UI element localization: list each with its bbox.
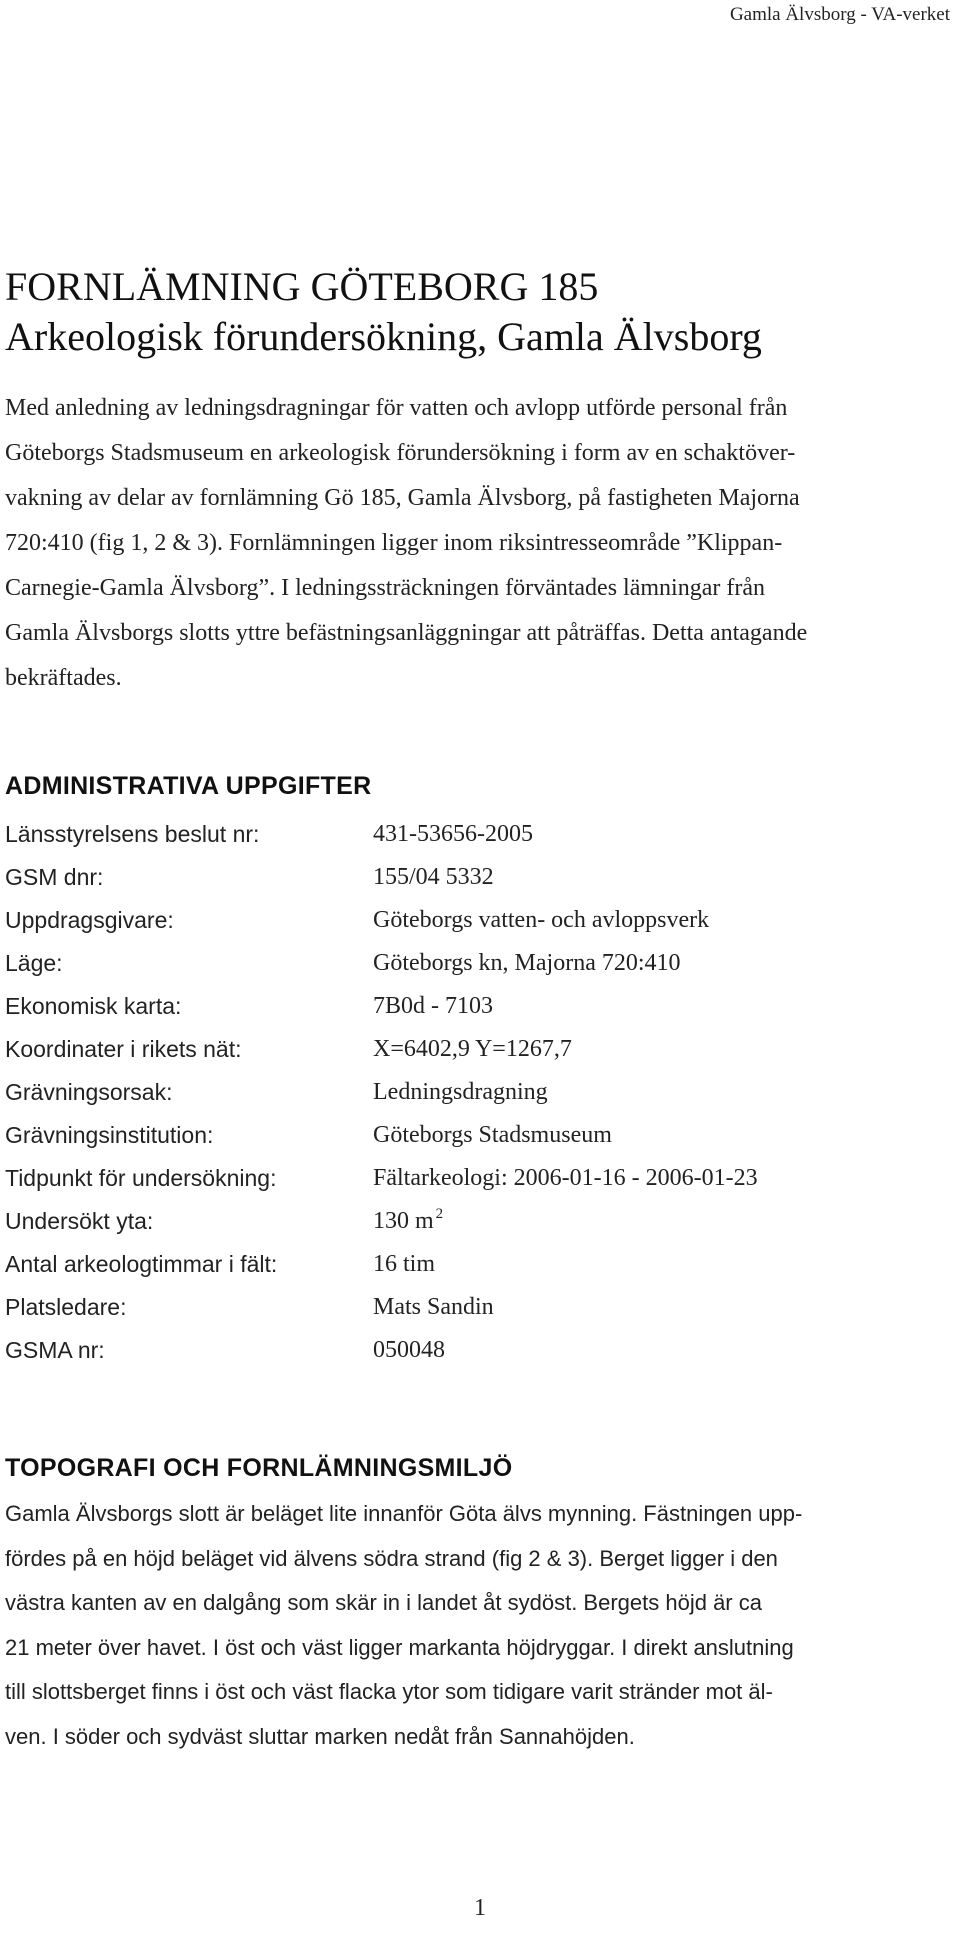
- intro-paragraph: [5, 386, 950, 701]
- fact-label: Koordinater i rikets nät:: [5, 1036, 242, 1062]
- fact-row: [5, 1071, 950, 1114]
- fact-row: [5, 1114, 950, 1157]
- fact-value: Göteborgs Stadsmuseum: [373, 1122, 612, 1148]
- fact-value: Ledningsdragning: [373, 1079, 548, 1105]
- intro-line: bekräftades.: [5, 665, 122, 691]
- fact-value: 16 tim: [373, 1251, 436, 1277]
- intro-line: vakning av delar av fornlämning Gö 185, Gamla Älvsborg, på fastigheten Majorna: [5, 485, 800, 511]
- fact-value: Göteborgs vatten- och avloppsverk: [373, 907, 710, 933]
- fact-value: 155/04 5332: [373, 864, 494, 890]
- intro-line: 720:410 (fig 1, 2 & 3). Fornlämningen ligger inom riksintresseområde ”Klippan-: [5, 530, 783, 556]
- intro-line: Gamla Älvsborgs slotts yttre befästningsanläggningar att påträffas. Detta antagande: [5, 620, 808, 646]
- topography-line: västra kanten av en dalgång som skär in i landet åt sydöst. Bergets höjd är ca: [5, 1590, 762, 1615]
- topography-line: fördes på en höjd beläget vid älvens södra strand (fig 2 & 3). Berget ligger i den: [5, 1545, 778, 1571]
- fact-value: 7B0d - 7103: [373, 993, 493, 1019]
- fact-row: [5, 1157, 950, 1200]
- fact-value: X=6402,9 Y=1267,7: [373, 1036, 572, 1062]
- page-number: 1: [474, 1895, 486, 1921]
- title-line-2: Arkeologisk förundersökning, Gamla Älvsborg: [5, 314, 762, 359]
- fact-label: Platsledare:: [5, 1294, 127, 1320]
- topography-line: Gamla Älvsborgs slott är beläget lite innanför Göta älvs mynning. Fästningen upp-: [5, 1501, 803, 1526]
- admin-facts-table: [5, 813, 950, 1372]
- title-line-1: FORNLÄMNING GÖTEBORG 185: [5, 264, 599, 309]
- topography-section-heading: TOPOGRAFI OCH FORNLÄMNINGSMILJÖ: [5, 1454, 513, 1482]
- area-value: 130 m: [373, 1208, 434, 1234]
- admin-section-heading: ADMINISTRATIVA UPPGIFTER: [5, 772, 372, 800]
- topography-line: 21 meter över havet. I öst och väst ligger markanta höjdryggar. I direkt anslutning: [5, 1634, 794, 1660]
- topography-line: till slottsberget finns i öst och väst flacka ytor som tidigare varit stränder mot äl-: [5, 1679, 773, 1704]
- fact-label: GSMA nr:: [5, 1337, 105, 1363]
- fact-value: 050048: [373, 1337, 445, 1363]
- fact-row: [5, 1200, 950, 1243]
- fact-value: Mats Sandin: [373, 1294, 494, 1320]
- fact-value-area: [373, 1200, 443, 1243]
- fact-row: [5, 1243, 950, 1286]
- fact-row: [5, 1028, 950, 1071]
- fact-label: Ekonomisk karta:: [5, 993, 182, 1019]
- fact-row: [5, 942, 950, 985]
- fact-label: Tidpunkt för undersökning:: [5, 1165, 277, 1191]
- intro-line: Carnegie-Gamla Älvsborg”. I ledningssträckningen förväntades lämningar från: [5, 575, 765, 601]
- fact-label: Länsstyrelsens beslut nr:: [5, 821, 260, 847]
- fact-row: [5, 899, 950, 942]
- fact-label: Grävningsinstitution:: [5, 1122, 214, 1148]
- fact-label: GSM dnr:: [5, 864, 104, 890]
- fact-row: [5, 813, 950, 856]
- fact-row: [5, 985, 950, 1028]
- fact-row: [5, 856, 950, 899]
- fact-value: Göteborgs kn, Majorna 720:410: [373, 950, 681, 976]
- fact-row: [5, 1329, 950, 1372]
- document-title: [5, 262, 945, 362]
- fact-label: Undersökt yta:: [5, 1208, 154, 1234]
- fact-row: [5, 1286, 950, 1329]
- intro-line: Göteborgs Stadsmuseum en arkeologisk förundersökning i form av en schaktöver-: [5, 440, 796, 466]
- topography-paragraph: [5, 1492, 950, 1759]
- fact-label: Läge:: [5, 950, 63, 976]
- intro-line: Med anledning av ledningsdragningar för vatten och avlopp utförde personal från: [5, 395, 788, 421]
- fact-label: Uppdragsgivare:: [5, 907, 174, 933]
- fact-value: 431-53656-2005: [373, 821, 533, 847]
- fact-label: Grävningsorsak:: [5, 1079, 173, 1105]
- topography-line: ven. I söder och sydväst sluttar marken nedåt från Sannahöjden.: [5, 1723, 635, 1749]
- area-unit-exponent: 2: [435, 1206, 444, 1222]
- fact-label: Antal arkeologtimmar i fält:: [5, 1251, 278, 1277]
- running-header: Gamla Älvsborg - VA-verket: [729, 4, 950, 25]
- fact-value: Fältarkeologi: 2006-01-16 - 2006-01-23: [373, 1165, 758, 1191]
